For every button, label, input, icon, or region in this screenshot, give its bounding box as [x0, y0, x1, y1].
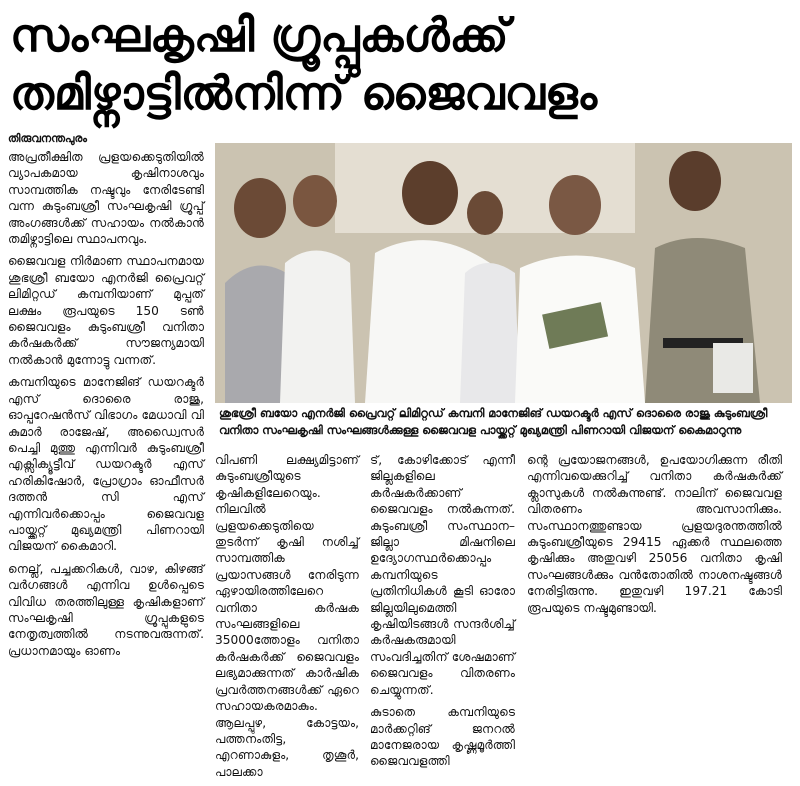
headline-line-1: സംഘകൃഷി ഗ്രൂപ്പുകൾക്ക്	[10, 8, 509, 62]
photo-illustration	[215, 143, 792, 403]
headline-line-2: തമിഴ്നാട്ടിൽനിന്ന് ജൈവവളം	[10, 66, 598, 120]
dateline: തിരുവനന്തപുരം	[8, 132, 87, 145]
paragraph: ജൈവവള നിർമാണ സ്ഥാപനമായ ശുഭശ്രീ ബയോ എനർജി പ്രൈവറ്റ് ലിമിറ്റഡ് കമ്പനിയാണ് മുപ്പത് ലക്ഷം രൂപയുടെ 150 ടൺ ജൈവവളം കുടുംബശ്രീ വനിതാ കർഷകർക്ക് സൗജന്യമായി നൽകാൻ മുന്നോട്ടു വന്നത്.	[8, 254, 204, 367]
article-column-4	[527, 452, 782, 622]
paragraph: ന്റെ പ്രയോജനങ്ങൾ, ഉപയോഗിക്കുന്ന രീതി എന്നിവയെക്കുറിച്ച് വനിതാ കർഷകർക്ക് ക്ലാസുകൾ നൽകുന്നുണ്ട്. നാലിന് ജൈവവള വിതരണം അവസാനിക്കും. സംസ്ഥാനത്തുണ്ടായ പ്രളയദുരന്തത്തിൽ കുടുംബശ്രീയുടെ 29415 ഏക്കർ സ്ഥലത്തെ കൃഷിക്കും അതുവഴി 25056 വനിതാ കൃഷി സംഘങ്ങൾക്കും വൻതോതിൽ നാശനഷ്ടങ്ങൾ നേരിട്ടിരുന്നു. ഇതുവഴി 197.21 കോടി രൂപയുടെ നഷ്ടമുണ്ടായി.	[527, 453, 782, 615]
paragraph: കുടാതെ കമ്പനിയുടെ മാർക്കറ്റിങ് ജനറൽ മാനേജരായ കൃഷ്ണമൂർത്തി ജൈവവളത്തി	[370, 705, 515, 769]
paragraph: നെല്ല്, പച്ചക്കറികൾ, വാഴ, കിഴങ്ങ് വർഗങ്ങൾ എന്നിവ ഉൾപ്പെടെ വിവിധ തരത്തിലുള്ള കൃഷികളാണ് സംഘകൃഷി ഗ്രൂപ്പുകളുടെ നേതൃത്വത്തിൽ നടന്നുവരുന്നത്. പ്രധാനമായും ഓണം	[8, 561, 204, 658]
paragraph: വിപണി ലക്ഷ്യമിട്ടാണ് കുടുംബശ്രീയുടെ കൃഷികളിലേറെയും. നിലവിൽ പ്രളയക്കെടുതിയെ തുടർന്ന് കൃഷി നശിച്ച് സാമ്പത്തിക പ്രയാസങ്ങൾ നേരിടുന്ന ഏഴായിരത്തിലേറെ വനിതാ കർഷക സംഘങ്ങളിലെ 35000ത്തോളം വനിതാ കർഷകർക്ക് ജൈവവളം ലഭ്യമാക്കുന്നത് കാർഷിക പ്രവർത്തനങ്ങൾക്ക് ഏറെ സഹായകരമാകും. ആലപ്പുഴ, കോട്ടയം, പത്തനംതിട്ട, എറണാകുളം, തൃശൂർ, പാലക്കാ	[215, 453, 359, 779]
headline	[10, 6, 790, 122]
article-column-1	[8, 149, 204, 665]
article-column-2	[215, 452, 359, 786]
news-photo	[215, 143, 792, 403]
paragraph: അപ്രതീക്ഷിത പ്രളയക്കെടുതിയിൽ വ്യാപകമായ കൃഷിനാശവും സാമ്പത്തിക നഷ്ടവും നേരിടേണ്ടി വന്ന കുടുംബശ്രീ സംഘകൃഷി ഗ്രൂപ്പ് അംഗങ്ങൾക്ക് സഹായം നൽകാൻ തമിഴ്നാട്ടിലെ സ്ഥാപനവും.	[8, 150, 204, 247]
photo-caption: ശുഭശ്രീ ബയോ എനർജി പ്രൈവറ്റ് ലിമിറ്റഡ് കമ്പനി മാനേജിങ് ഡയറക്ടർ എസ് ദൊരൈ രാജു കുടുംബശ്രീ വനിതാ സംഘകൃഷി സംഘങ്ങൾക്കുള്ള ജൈവവള പായ്ക്കറ്റ് മുഖ്യമന്ത്രി പിണറായി വിജയന് കൈമാറുന്നു	[215, 403, 792, 443]
article-column-3	[370, 452, 515, 776]
paragraph: കമ്പനിയുടെ മാനേജിങ് ഡയറക്ടർ എസ് ദൊരൈ രാജു, ഓപ്പറേഷൻസ് വിഭാഗം മേധാവി വി കുമാർ രാജേഷ്, അഡ്വൈസർ പെച്ചി മുത്തു എന്നിവർ കുടുംബശ്രീ എക്സിക്യൂട്ടീവ് ഡയറക്ടർ എസ് ഹരികിഷോർ, പ്രോഗ്രാം ഓഫീസർ ദത്തൻ സി എസ് എന്നിവർക്കൊപ്പം ജൈവവള പായ്ക്കറ്റ് മുഖ്യമന്ത്രി പിണറായി വിജയന് കൈമാറി.	[8, 375, 204, 554]
paragraph: ട്, കോഴിക്കോട് എന്നീ ജില്ലകളിലെ കർഷകർക്കാണ് ജൈവവളം നൽകുന്നത്. കുടുംബശ്രീ സംസ്ഥാന– ജില്ലാ മിഷനിലെ ഉദ്യോഗസ്ഥർക്കൊപ്പം കമ്പനിയുടെ പ്രതിനിധികൾ കൂടി ഓരോ ജില്ലയിലുമെത്തി കൃഷിയിടങ്ങൾ സന്ദർശിച്ച് കർഷകരുമായി സംവദിച്ചതിന് ശേഷമാണ് ജൈവവളം വിതരണം ചെയ്യുന്നത്.	[370, 453, 515, 697]
